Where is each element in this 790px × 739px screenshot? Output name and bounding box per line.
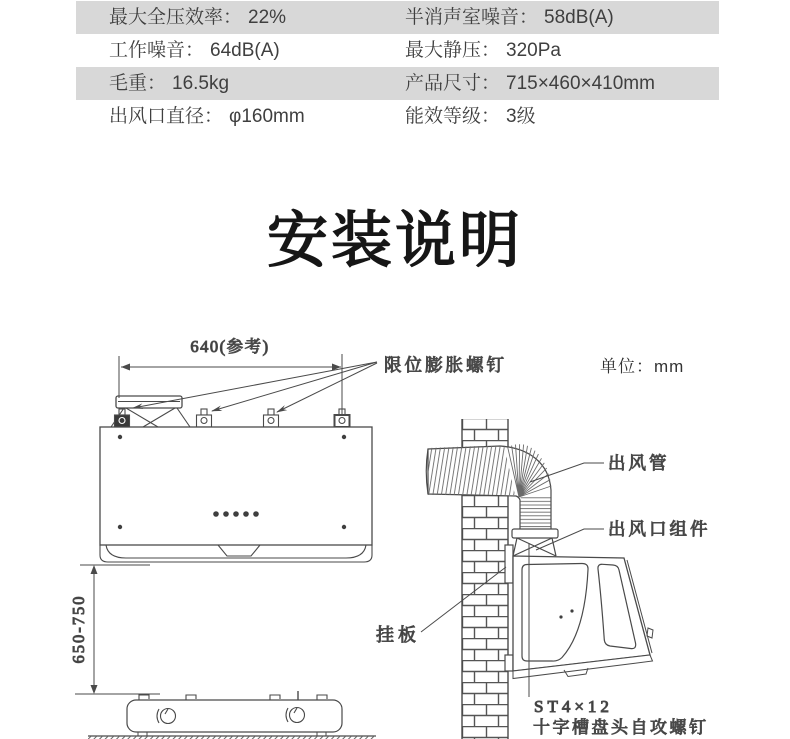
dim-width-label: 640(参考) (190, 337, 270, 356)
anchor-screw-callout (133, 355, 507, 412)
outlet-callout (536, 519, 711, 550)
anchor-screw-bracket (115, 409, 350, 427)
spec-cell (405, 67, 719, 100)
spec-row (76, 67, 719, 100)
spec-cell (76, 100, 405, 133)
dim-height-label: 650-750 (69, 594, 88, 664)
spec-label: 毛重： (109, 73, 167, 94)
unit-label: 单位：mm (600, 357, 685, 376)
screw-name-label: 十字槽盘头自攻螺钉 (533, 718, 709, 737)
spec-value: 58dB(A) (544, 7, 614, 28)
spec-table (76, 1, 719, 133)
spec-value: 64dB(A) (210, 40, 280, 61)
spec-row (76, 100, 719, 133)
spec-label: 出风口直径： (109, 106, 224, 127)
spec-value: φ160mm (229, 106, 305, 127)
spec-label: 最大全压效率： (109, 7, 243, 28)
dimension-height (69, 565, 160, 694)
hood-front-view (100, 396, 372, 562)
hood-tray (100, 545, 372, 562)
spec-cell (405, 1, 719, 34)
screw-spec-label: ST4×12 (534, 697, 613, 716)
spec-cell (76, 67, 405, 100)
spec-value: 16.5kg (172, 73, 230, 94)
anchor-screw-label: 限位膨胀螺钉 (384, 355, 507, 375)
spec-cell (76, 34, 405, 67)
outlet-label: 出风口组件 (608, 519, 711, 539)
spec-value: 22% (248, 7, 287, 28)
spec-cell (405, 34, 719, 67)
spec-label: 工作噪音： (109, 40, 205, 61)
spec-label: 产品尺寸： (405, 73, 501, 94)
installation-diagram (0, 330, 790, 739)
page-title: 安装说明 (266, 206, 523, 274)
duct-label: 出风管 (608, 453, 670, 473)
gas-stove (88, 691, 376, 739)
plate-label: 挂板 (376, 625, 420, 645)
spec-value: 715×460×410mm (506, 73, 655, 94)
spec-label: 能效等级： (405, 106, 501, 127)
spec-cell (76, 1, 405, 34)
spec-value: 320Pa (506, 40, 561, 61)
hood-side-view (513, 556, 653, 679)
spec-row (76, 34, 719, 67)
spec-label: 最大静压： (405, 40, 501, 61)
spec-value: 3级 (506, 106, 536, 127)
spec-row (76, 1, 719, 34)
spec-label: 半消声室噪音： (405, 7, 539, 28)
outlet-assembly (512, 529, 558, 556)
duct-callout (530, 453, 670, 482)
spec-cell (405, 100, 719, 133)
